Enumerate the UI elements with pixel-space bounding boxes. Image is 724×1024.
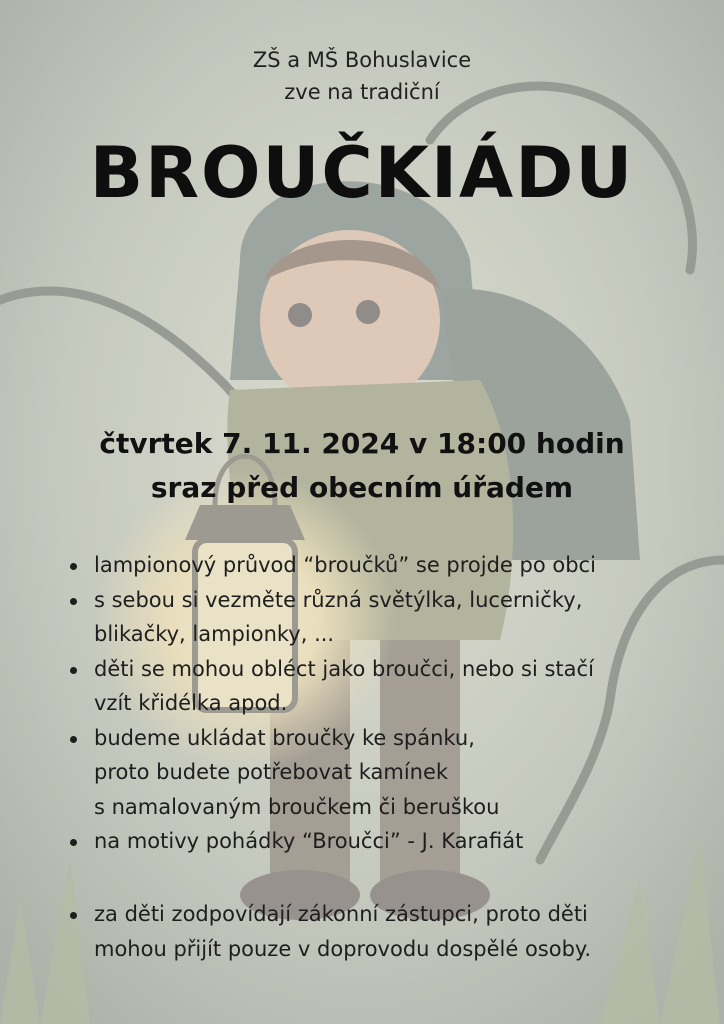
invite-line: zve na tradiční (284, 80, 440, 104)
event-info (0, 422, 724, 510)
list-item: s sebou si vezměte různá světýlka, lucerničky, blikačky, lampionky, ... (70, 583, 690, 652)
note-list (70, 897, 690, 966)
info-list (70, 548, 690, 859)
list-item: budeme ukládat broučky ke spánku, proto budete potřebovat kamínek s namalovaným broučkem či beruškou (70, 721, 690, 825)
organizer-name: ZŠ a MŠ Bohuslavice (252, 48, 472, 72)
list-item: děti se mohou obléct jako broučci, nebo si stačí vzít křidélka apod. (70, 652, 690, 721)
organizer-block (0, 44, 724, 108)
bullet-dot (70, 598, 77, 605)
bullet-dot (70, 667, 77, 674)
event-datetime: čtvrtek 7. 11. 2024 v 18:00 hodin (99, 427, 625, 460)
note-item: za děti zodpovídají zákonní zástupci, proto děti mohou přijít pouze v doprovodu dospělé osoby. (70, 897, 690, 966)
event-meeting-point: sraz před obecním úřadem (150, 471, 574, 504)
poster-title: BROUČKIÁDU (89, 132, 635, 214)
list-item: na motivy pohádky “Broučci” - J. Karafiát (70, 824, 690, 859)
bullet-dot (70, 736, 77, 743)
bullet-dot (70, 912, 77, 919)
bullet-dot (70, 839, 77, 846)
bullet-dot (70, 563, 77, 570)
list-item: lampionový průvod “broučků” se projde po obci (70, 548, 690, 583)
